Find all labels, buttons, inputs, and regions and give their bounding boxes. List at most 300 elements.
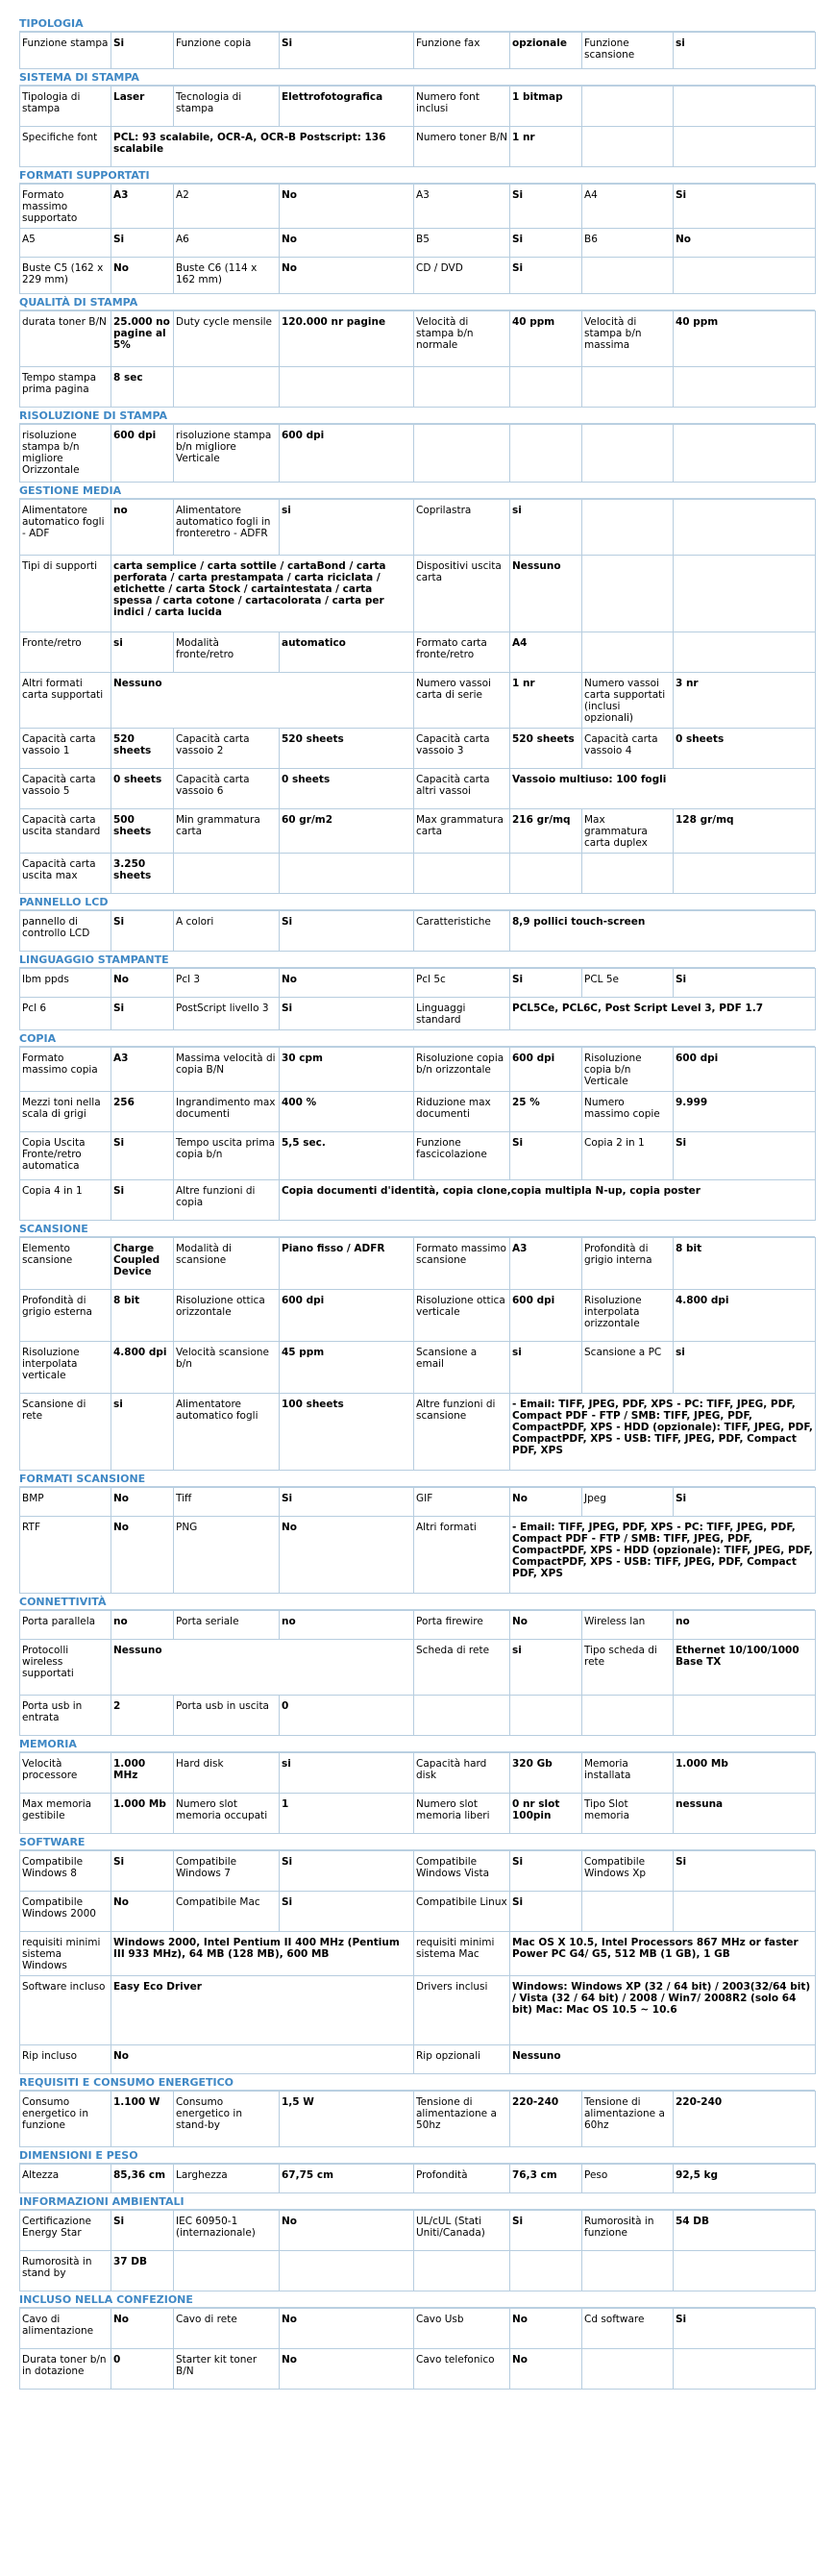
section-title-memoria: MEMORIA xyxy=(19,1738,815,1752)
spec-value: No xyxy=(111,2045,414,2074)
spec-label: Mezzi toni nella scala di grigi xyxy=(20,1092,111,1132)
spec-label: Formato massimo supportato xyxy=(20,185,111,229)
spec-row xyxy=(20,632,816,673)
spec-row xyxy=(20,2045,816,2074)
spec-value xyxy=(280,854,414,894)
spec-label: Alimentatore automatico fogli xyxy=(174,1394,280,1471)
spec-value: 40 ppm xyxy=(510,311,582,367)
spec-row xyxy=(20,1488,816,1517)
spec-value: 400 % xyxy=(280,1092,414,1132)
spec-value: si xyxy=(674,1342,816,1394)
section-title-scansione: SCANSIONE xyxy=(19,1223,815,1237)
spec-label: Cavo di rete xyxy=(174,2309,280,2349)
spec-value: 76,3 cm xyxy=(510,2165,582,2193)
section-title-linguaggio-stampante: LINGUAGGIO STAMPANTE xyxy=(19,954,815,968)
spec-label: Coprilastra xyxy=(414,500,510,556)
spec-label: IEC 60950-1 (internazionale) xyxy=(174,2211,280,2251)
spec-label: Capacità carta vassoio 5 xyxy=(20,769,111,809)
spec-value: 1.000 MHz xyxy=(111,1753,174,1794)
spec-value: Vassoio multiuso: 100 fogli xyxy=(510,769,816,809)
spec-value: 5,5 sec. xyxy=(280,1132,414,1180)
spec-table-qualita-di-stampa xyxy=(19,310,816,408)
spec-row xyxy=(20,33,816,69)
spec-label: Scansione a PC xyxy=(582,1342,674,1394)
spec-row xyxy=(20,1696,816,1736)
spec-table-software xyxy=(19,1850,816,2074)
spec-value: Si xyxy=(674,1132,816,1180)
spec-label: Risoluzione interpolata orizzontale xyxy=(582,1290,674,1342)
spec-row xyxy=(20,258,816,294)
spec-row xyxy=(20,1932,816,1976)
spec-value: 1,5 W xyxy=(280,2092,414,2147)
spec-label: Capacità hard disk xyxy=(414,1753,510,1794)
spec-label xyxy=(414,1696,510,1736)
spec-label: Tempo uscita prima copia b/n xyxy=(174,1132,280,1180)
spec-label: Cavo di alimentazione xyxy=(20,2309,111,2349)
spec-label: Rumorosità in stand by xyxy=(20,2251,111,2291)
spec-row xyxy=(20,2165,816,2193)
spec-label: Capacità carta vassoio 2 xyxy=(174,729,280,769)
spec-value: 8 bit xyxy=(111,1290,174,1342)
spec-row xyxy=(20,2349,816,2390)
spec-label: Wireless lan xyxy=(582,1611,674,1640)
spec-value: 216 gr/mq xyxy=(510,809,582,854)
spec-value: Si xyxy=(280,911,414,952)
spec-value: Si xyxy=(111,1180,174,1221)
spec-label: Compatibile Windows 8 xyxy=(20,1851,111,1892)
spec-value: 0 xyxy=(111,2349,174,2390)
spec-row xyxy=(20,1753,816,1794)
spec-value: 9.999 xyxy=(674,1092,816,1132)
spec-value: Si xyxy=(510,1132,582,1180)
spec-row xyxy=(20,1238,816,1290)
spec-label: A6 xyxy=(174,229,280,258)
spec-label: Altre funzioni di scansione xyxy=(414,1394,510,1471)
spec-value: opzionale xyxy=(510,33,582,69)
spec-value: 1 bitmap xyxy=(510,87,582,127)
spec-label: Larghezza xyxy=(174,2165,280,2193)
spec-label: Capacità carta uscita max xyxy=(20,854,111,894)
spec-value: Si xyxy=(111,1132,174,1180)
spec-value: No xyxy=(280,1517,414,1594)
spec-value xyxy=(674,556,816,632)
spec-label: Cavo Usb xyxy=(414,2309,510,2349)
section-title-tipologia: TIPOLOGIA xyxy=(19,17,815,32)
spec-value xyxy=(674,127,816,167)
spec-table-copia xyxy=(19,1047,816,1221)
section-title-risoluzione-di-stampa: RISOLUZIONE DI STAMPA xyxy=(19,409,815,424)
spec-label: Scheda di rete xyxy=(414,1640,510,1696)
spec-label: Consumo energetico in stand-by xyxy=(174,2092,280,2147)
spec-value: 85,36 cm xyxy=(111,2165,174,2193)
spec-label: UL/cUL (Stati Uniti/Canada) xyxy=(414,2211,510,2251)
spec-value: No xyxy=(510,2309,582,2349)
spec-value: No xyxy=(510,1488,582,1517)
spec-label: Profondità xyxy=(414,2165,510,2193)
spec-table-connettivita xyxy=(19,1610,816,1736)
spec-label: Max grammatura carta xyxy=(414,809,510,854)
spec-label: Funzione stampa xyxy=(20,33,111,69)
spec-value: si xyxy=(111,632,174,673)
spec-value: 4.800 dpi xyxy=(674,1290,816,1342)
spec-label: durata toner B/N xyxy=(20,311,111,367)
spec-value: si xyxy=(510,1342,582,1394)
spec-table-incluso-nella-confezione xyxy=(19,2308,816,2390)
spec-value: 30 cpm xyxy=(280,1048,414,1092)
spec-label: Compatibile Windows 7 xyxy=(174,1851,280,1892)
spec-value: No xyxy=(111,1517,174,1594)
spec-label xyxy=(582,632,674,673)
spec-value: 600 dpi xyxy=(510,1048,582,1092)
spec-label: Numero vassoi carta di serie xyxy=(414,673,510,729)
spec-table-formati-supportati xyxy=(19,184,816,294)
spec-value: 1.000 Mb xyxy=(674,1753,816,1794)
spec-value xyxy=(674,425,816,483)
spec-label: Compatibile Linux xyxy=(414,1892,510,1932)
spec-label: Peso xyxy=(582,2165,674,2193)
section-title-connettivita: CONNETTIVITÀ xyxy=(19,1596,815,1610)
spec-table-formati-scansione xyxy=(19,1487,816,1594)
spec-value: 1 nr xyxy=(510,127,582,167)
spec-label: Specifiche font xyxy=(20,127,111,167)
section-title-formati-scansione: FORMATI SCANSIONE xyxy=(19,1473,815,1487)
spec-label: Risoluzione interpolata verticale xyxy=(20,1342,111,1394)
spec-value: 600 dpi xyxy=(510,1290,582,1342)
spec-label: BMP xyxy=(20,1488,111,1517)
spec-value: 220-240 xyxy=(510,2092,582,2147)
spec-table-pannello-lcd xyxy=(19,910,816,952)
spec-label: A5 xyxy=(20,229,111,258)
spec-value: Si xyxy=(111,1851,174,1892)
spec-row xyxy=(20,1342,816,1394)
spec-value: 45 ppm xyxy=(280,1342,414,1394)
spec-label: Jpeg xyxy=(582,1488,674,1517)
spec-label: Copia Uscita Fronte/retro automatica xyxy=(20,1132,111,1180)
spec-value: No xyxy=(111,969,174,998)
spec-value: Laser xyxy=(111,87,174,127)
spec-label: Velocità di stampa b/n normale xyxy=(414,311,510,367)
spec-label: Tipo scheda di rete xyxy=(582,1640,674,1696)
spec-value: No xyxy=(510,2349,582,2390)
spec-value: 520 sheets xyxy=(111,729,174,769)
section-title-requisiti-e-consumo-energetico: REQUISITI E CONSUMO ENERGETICO xyxy=(19,2076,815,2091)
spec-value: 520 sheets xyxy=(280,729,414,769)
spec-label: Risoluzione copia b/n Verticale xyxy=(582,1048,674,1092)
spec-label: Capacità carta vassoio 3 xyxy=(414,729,510,769)
spec-value: 54 DB xyxy=(674,2211,816,2251)
spec-label: Software incluso xyxy=(20,1976,111,2045)
spec-label: Risoluzione ottica verticale xyxy=(414,1290,510,1342)
spec-label: Tiff xyxy=(174,1488,280,1517)
spec-label: Alimentatore automatico fogli - ADF xyxy=(20,500,111,556)
spec-label: Capacità carta vassoio 1 xyxy=(20,729,111,769)
spec-label: Buste C5 (162 x 229 mm) xyxy=(20,258,111,294)
spec-value: 600 dpi xyxy=(674,1048,816,1092)
spec-label: Copia 2 in 1 xyxy=(582,1132,674,1180)
spec-label: Pcl 3 xyxy=(174,969,280,998)
spec-value: 4.800 dpi xyxy=(111,1342,174,1394)
spec-value: 0 sheets xyxy=(280,769,414,809)
spec-value: 256 xyxy=(111,1092,174,1132)
spec-row xyxy=(20,87,816,127)
spec-label: Ibm ppds xyxy=(20,969,111,998)
spec-value: 1 xyxy=(280,1794,414,1834)
spec-value: A4 xyxy=(510,632,582,673)
spec-value: No xyxy=(280,2309,414,2349)
spec-value: si xyxy=(111,1394,174,1471)
spec-label xyxy=(414,854,510,894)
spec-label: Protocolli wireless supportati xyxy=(20,1640,111,1696)
spec-value: No xyxy=(280,258,414,294)
spec-label: Rip incluso xyxy=(20,2045,111,2074)
spec-value xyxy=(674,87,816,127)
spec-value xyxy=(280,367,414,408)
spec-label: GIF xyxy=(414,1488,510,1517)
spec-label: Formato carta fronte/retro xyxy=(414,632,510,673)
spec-label: Funzione fascicolazione xyxy=(414,1132,510,1180)
spec-label: Certificazione Energy Star xyxy=(20,2211,111,2251)
spec-row xyxy=(20,2211,816,2251)
spec-label xyxy=(582,258,674,294)
spec-value: No xyxy=(111,258,174,294)
spec-label: Linguaggi standard xyxy=(414,998,510,1030)
spec-value: Si xyxy=(510,258,582,294)
spec-row xyxy=(20,809,816,854)
spec-label: Altri formati carta supportati xyxy=(20,673,111,729)
spec-value: Si xyxy=(111,229,174,258)
spec-value: Nessuno xyxy=(510,556,582,632)
spec-table-dimensioni-e-peso xyxy=(19,2164,816,2193)
spec-label xyxy=(582,2349,674,2390)
spec-label: Porta usb in uscita xyxy=(174,1696,280,1736)
spec-label: requisiti minimi sistema Windows xyxy=(20,1932,111,1976)
spec-label: Numero vassoi carta supportati (inclusi opzionali) xyxy=(582,673,674,729)
spec-value: Si xyxy=(674,1488,816,1517)
spec-row xyxy=(20,425,816,483)
spec-row xyxy=(20,311,816,367)
section-title-gestione-media: GESTIONE MEDIA xyxy=(19,484,815,499)
spec-label: PNG xyxy=(174,1517,280,1594)
spec-label xyxy=(582,1892,674,1932)
spec-value: Windows 2000, Intel Pentium II 400 MHz (Pentium III 933 MHz), 64 MB (128 MB), 600 MB xyxy=(111,1932,414,1976)
spec-label xyxy=(414,425,510,483)
spec-label: Duty cycle mensile xyxy=(174,311,280,367)
spec-value: 128 gr/mq xyxy=(674,809,816,854)
spec-value: Piano fisso / ADFR xyxy=(280,1238,414,1290)
spec-label: Tensione di alimentazione a 50hz xyxy=(414,2092,510,2147)
spec-value: no xyxy=(280,1611,414,1640)
spec-value: PCL: 93 scalabile, OCR-A, OCR-B Postscript: 136 scalabile xyxy=(111,127,414,167)
spec-label: Riduzione max documenti xyxy=(414,1092,510,1132)
spec-value: no xyxy=(674,1611,816,1640)
spec-value xyxy=(510,1696,582,1736)
spec-row xyxy=(20,556,816,632)
spec-value: Si xyxy=(111,33,174,69)
section-title-incluso-nella-confezione: INCLUSO NELLA CONFEZIONE xyxy=(19,2293,815,2308)
spec-row xyxy=(20,1092,816,1132)
spec-value: Si xyxy=(674,2309,816,2349)
spec-label: Buste C6 (114 x 162 mm) xyxy=(174,258,280,294)
spec-label: Altre funzioni di copia xyxy=(174,1180,280,1221)
spec-row xyxy=(20,1976,816,2045)
spec-value: si xyxy=(674,33,816,69)
spec-label: RTF xyxy=(20,1517,111,1594)
spec-row xyxy=(20,854,816,894)
spec-value: 8,9 pollici touch-screen xyxy=(510,911,816,952)
spec-label: B6 xyxy=(582,229,674,258)
spec-value: No xyxy=(280,185,414,229)
spec-label xyxy=(414,367,510,408)
spec-label: Formato massimo scansione xyxy=(414,1238,510,1290)
spec-label: Porta parallela xyxy=(20,1611,111,1640)
spec-label xyxy=(174,367,280,408)
spec-value: PCL5Ce, PCL6C, Post Script Level 3, PDF 1.7 xyxy=(510,998,816,1030)
spec-value xyxy=(674,367,816,408)
section-title-copia: COPIA xyxy=(19,1032,815,1047)
spec-label xyxy=(174,2251,280,2291)
spec-label: Elemento scansione xyxy=(20,1238,111,1290)
spec-value xyxy=(674,2251,816,2291)
spec-value: automatico xyxy=(280,632,414,673)
section-title-formati-supportati: FORMATI SUPPORTATI xyxy=(19,169,815,184)
spec-label: Rip opzionali xyxy=(414,2045,510,2074)
spec-label: Compatibile Windows Xp xyxy=(582,1851,674,1892)
spec-value: si xyxy=(510,1640,582,1696)
spec-label: Pcl 6 xyxy=(20,998,111,1030)
spec-value: 1.000 Mb xyxy=(111,1794,174,1834)
section-title-pannello-lcd: PANNELLO LCD xyxy=(19,896,815,910)
spec-value: Si xyxy=(674,969,816,998)
spec-table-linguaggio-stampante xyxy=(19,968,816,1030)
spec-value xyxy=(510,854,582,894)
spec-label: Durata toner b/n in dotazione xyxy=(20,2349,111,2390)
spec-value: Si xyxy=(674,185,816,229)
spec-label: Risoluzione ottica orizzontale xyxy=(174,1290,280,1342)
spec-row xyxy=(20,1048,816,1092)
spec-value: si xyxy=(280,1753,414,1794)
spec-value: no xyxy=(111,500,174,556)
spec-label: Tecnologia di stampa xyxy=(174,87,280,127)
spec-value: A3 xyxy=(111,1048,174,1092)
spec-row xyxy=(20,1640,816,1696)
spec-value: 1 nr xyxy=(510,673,582,729)
spec-value: A3 xyxy=(111,185,174,229)
spec-value xyxy=(674,2349,816,2390)
spec-value: Copia documenti d'identità, copia clone,copia multipla N-up, copia poster xyxy=(280,1180,816,1221)
spec-table-requisiti-e-consumo-energetico xyxy=(19,2091,816,2147)
spec-value xyxy=(674,500,816,556)
spec-label: Velocità scansione b/n xyxy=(174,1342,280,1394)
spec-row xyxy=(20,1611,816,1640)
spec-value: Elettrofotografica xyxy=(280,87,414,127)
spec-row xyxy=(20,1517,816,1594)
spec-value xyxy=(674,632,816,673)
spec-label: Numero massimo copie xyxy=(582,1092,674,1132)
spec-value: No xyxy=(111,2309,174,2349)
spec-label: PostScript livello 3 xyxy=(174,998,280,1030)
spec-label: Numero toner B/N xyxy=(414,127,510,167)
spec-value: Si xyxy=(280,33,414,69)
spec-value: 0 sheets xyxy=(674,729,816,769)
spec-value: 120.000 nr pagine xyxy=(280,311,414,367)
spec-row xyxy=(20,185,816,229)
spec-label: Tipo Slot memoria xyxy=(582,1794,674,1834)
spec-value: Nessuno xyxy=(111,673,414,729)
spec-value: 0 nr slot 100pin xyxy=(510,1794,582,1834)
spec-value: Si xyxy=(280,998,414,1030)
spec-value: 220-240 xyxy=(674,2092,816,2147)
spec-value: No xyxy=(280,229,414,258)
spec-value: Easy Eco Driver xyxy=(111,1976,414,2045)
spec-label: Starter kit toner B/N xyxy=(174,2349,280,2390)
spec-value: - Email: TIFF, JPEG, PDF, XPS - PC: TIFF, JPEG, PDF, Compact PDF - FTP / SMB: TIFF, JPEG, PDF, CompactPDF, XPS - HDD (opzionale): TIFF, JPEG, PDF, CompactPDF, XPS - USB: TIFF, JPEG, PDF, Compact PDF, XPS xyxy=(510,1517,816,1594)
section-title-software: SOFTWARE xyxy=(19,1836,815,1850)
spec-label xyxy=(582,556,674,632)
spec-label: Funzione copia xyxy=(174,33,280,69)
spec-label: Modalità fronte/retro xyxy=(174,632,280,673)
spec-row xyxy=(20,2092,816,2147)
spec-label: Altri formati xyxy=(414,1517,510,1594)
spec-value: No xyxy=(280,2211,414,2251)
spec-value: 3.250 sheets xyxy=(111,854,174,894)
spec-label: Rumorosità in funzione xyxy=(582,2211,674,2251)
spec-value: Si xyxy=(111,911,174,952)
spec-label: Drivers inclusi xyxy=(414,1976,510,2045)
spec-table-gestione-media xyxy=(19,499,816,894)
spec-value: Ethernet 10/100/1000 Base TX xyxy=(674,1640,816,1696)
spec-value: Si xyxy=(510,1892,582,1932)
spec-label: Numero font inclusi xyxy=(414,87,510,127)
spec-value: - Email: TIFF, JPEG, PDF, XPS - PC: TIFF, JPEG, PDF, Compact PDF - FTP / SMB: TIFF, JPEG, PDF, CompactPDF, XPS - HDD (opzionale): TIFF, JPEG, PDF, CompactPDF, XPS - USB: TIFF, JPEG, PDF, Compact PDF, XPS xyxy=(510,1394,816,1471)
spec-row xyxy=(20,729,816,769)
spec-value: Si xyxy=(510,185,582,229)
spec-label: Profondità di grigio esterna xyxy=(20,1290,111,1342)
spec-label: Porta seriale xyxy=(174,1611,280,1640)
spec-table-tipologia xyxy=(19,32,816,69)
spec-row xyxy=(20,1851,816,1892)
spec-label: Risoluzione copia b/n orizzontale xyxy=(414,1048,510,1092)
spec-value xyxy=(280,2251,414,2291)
spec-value: No xyxy=(111,1488,174,1517)
spec-label: Scansione di rete xyxy=(20,1394,111,1471)
spec-label: A4 xyxy=(582,185,674,229)
spec-value: 25 % xyxy=(510,1092,582,1132)
spec-label: Copia 4 in 1 xyxy=(20,1180,111,1221)
spec-label: pannello di controllo LCD xyxy=(20,911,111,952)
spec-value: Si xyxy=(674,1851,816,1892)
spec-value: 3 nr xyxy=(674,673,816,729)
spec-value: Nessuno xyxy=(111,1640,414,1696)
spec-label: Tipologia di stampa xyxy=(20,87,111,127)
spec-value: 0 xyxy=(280,1696,414,1736)
spec-label: Numero slot memoria liberi xyxy=(414,1794,510,1834)
spec-value: 60 gr/m2 xyxy=(280,809,414,854)
spec-value: 600 dpi xyxy=(280,1290,414,1342)
spec-value: 25.000 no pagine al 5% xyxy=(111,311,174,367)
spec-label: Compatibile Mac xyxy=(174,1892,280,1932)
spec-value: 0 sheets xyxy=(111,769,174,809)
spec-label: PCL 5e xyxy=(582,969,674,998)
spec-label: A colori xyxy=(174,911,280,952)
spec-row xyxy=(20,911,816,952)
spec-label: Capacità carta altri vassoi xyxy=(414,769,510,809)
spec-value: 40 ppm xyxy=(674,311,816,367)
spec-value: si xyxy=(510,500,582,556)
section-title-informazioni-ambientali: INFORMAZIONI AMBIENTALI xyxy=(19,2195,815,2210)
spec-label: Funzione scansione xyxy=(582,33,674,69)
spec-label xyxy=(414,2251,510,2291)
spec-label xyxy=(174,854,280,894)
